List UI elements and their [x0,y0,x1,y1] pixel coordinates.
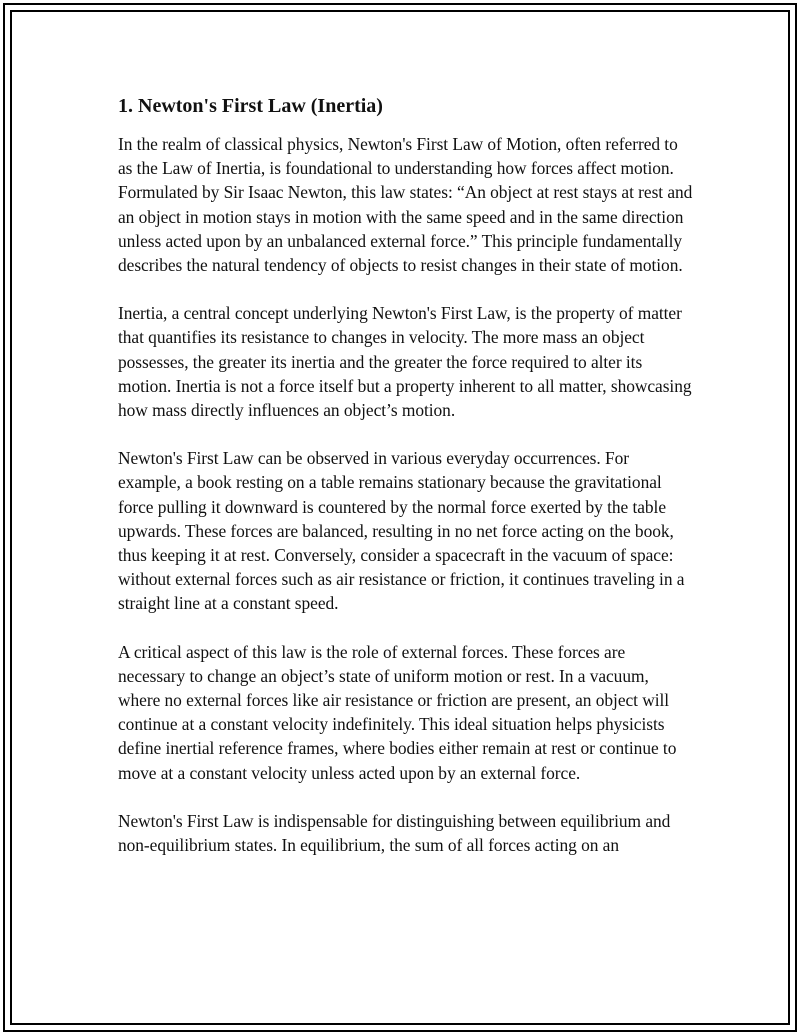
paragraph-external-forces: A critical aspect of this law is the role of external forces. These forces are necessary to change an object’s state of uniform motion or rest. In a vacuum, where no external forces like air resistance or friction are present, an object will continue at a constant velocity indefinitely. This ideal situation helps physicists define inertial reference frames, where bodies either remain at rest or continue to move at a constant velocity unless acted upon by an external force. [118,641,677,783]
paragraph-equilibrium: Newton's First Law is indispensable for distinguishing between equilibrium and non-equilibrium states. In equilibrium, the sum of all forces acting on an [118,810,671,856]
paragraph-inertia: Inertia, a central concept underlying Newton's First Law, is the property of matter that quantifies its resistance to changes in velocity. The more mass an object possesses, the greater its inertia and the greater the force required to alter its motion. Inertia is not a force itself but a property inherent to all matter, showcasing how mass directly influences an object’s motion. [118,303,692,421]
document-body [118,92,694,881]
paragraph-examples: Newton's First Law can be observed in various everyday occurrences. For example, a book resting on a table remains stationary because the gravitational force pulling it downward is countered by the normal force exerted by the table upwards. These forces are balanced, resulting in no net force acting on the book, thus keeping it at rest. Conversely, consider a spacecraft in the vacuum of space: without external forces such as air resistance or friction, it continues traveling in a straight line at a constant speed. [118,448,685,614]
paragraph-intro: In the realm of classical physics, Newton's First Law of Motion, often referred to as the Law of Inertia, is foundational to understanding how forces affect motion. Formulated by Sir Isaac Newton, this law states: “An object at rest stays at rest and an object in motion stays in motion with the same speed and in the same direction unless acted upon by an unbalanced external force.” This principle fundamentally describes the natural tendency of objects to resist changes in their state of motion. [118,134,693,276]
section-heading: 1. Newton's First Law (Inertia) [118,95,383,117]
